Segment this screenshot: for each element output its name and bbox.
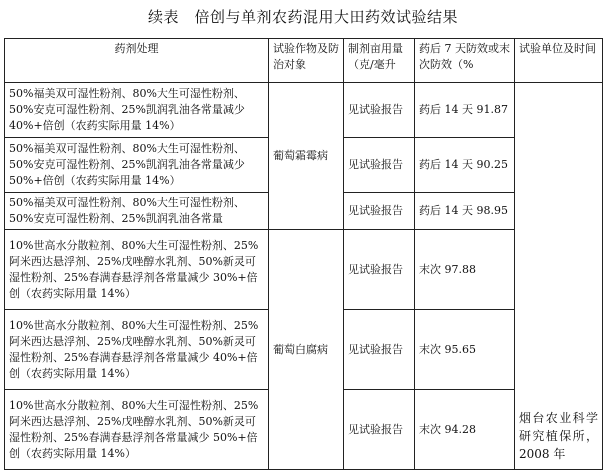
dosage-cell: 见试验报告 bbox=[344, 83, 415, 138]
treatment-cell: 50%福美双可湿性粉剂、80%大生可湿性粉剂、50%安克可湿性粉剂、25%凯润乳油各常量减少 50%+倍创（农药实际用量 14%） bbox=[5, 138, 269, 193]
treatment-cell: 10%世高水分散粒剂、80%大生可湿性粉剂、25%阿米西达悬浮剂、25%戊唑醇水乳剂、50%新灵可湿性粉剂、25%春满春悬浮剂各常量减少 30%+倍创（农药实际用量 14%） bbox=[5, 230, 269, 310]
treatment-cell: 10%世高水分散粒剂、80%大生可湿性粉剂、25%阿米西达悬浮剂、25%戊唑醇水乳剂、50%新灵可湿性粉剂、25%春满春悬浮剂各常量减少 40%+倍创（农药实际用量 14%） bbox=[5, 310, 269, 390]
treatment-cell: 10%世高水分散粒剂、80%大生可湿性粉剂、25%阿米西达悬浮剂、25%戊唑醇水乳剂、50%新灵可湿性粉剂、25%春满春悬浮剂各常量减少 50%+倍创（农药实际用量 14%） bbox=[5, 390, 269, 470]
group-downy-mildew: 葡萄霜霉病 bbox=[269, 83, 344, 230]
header-treatment: 药剂处理 bbox=[5, 39, 269, 83]
dosage-cell: 见试验报告 bbox=[344, 310, 415, 390]
treatment-cell: 50%福美双可湿性粉剂、80%大生可湿性粉剂、50%安克可湿性粉剂、25%凯润乳油各常量减少 40%+倍创（农药实际用量 14%） bbox=[5, 83, 269, 138]
dosage-cell: 见试验报告 bbox=[344, 230, 415, 310]
efficacy-cell: 末次 94.28 bbox=[415, 390, 515, 470]
efficacy-cell: 末次 97.88 bbox=[415, 230, 515, 310]
header-dosage: 制剂亩用量（克/毫升 bbox=[344, 39, 415, 83]
group-white-rot: 葡萄白腐病 bbox=[269, 230, 344, 470]
header-unit-time: 试验单位及时间 bbox=[515, 39, 603, 83]
header-efficacy: 药后 7 天防效或末次防效（% bbox=[415, 39, 515, 83]
page-title: 续表 倍创与单剂农药混用大田药效试验结果 bbox=[147, 8, 458, 26]
efficacy-cell: 药后 14 天 90.25 bbox=[415, 138, 515, 193]
table-row bbox=[5, 83, 603, 138]
table-row bbox=[5, 230, 603, 310]
dosage-cell: 见试验报告 bbox=[344, 138, 415, 193]
dosage-cell: 见试验报告 bbox=[344, 193, 415, 230]
header-crop-target: 试验作物及防治对象 bbox=[269, 39, 344, 83]
results-table bbox=[4, 38, 603, 470]
efficacy-cell: 药后 14 天 98.95 bbox=[415, 193, 515, 230]
test-unit-cell: 烟台农业科学研究植保所，2008 年 bbox=[515, 83, 603, 470]
efficacy-cell: 药后 14 天 91.87 bbox=[415, 83, 515, 138]
treatment-cell: 50%福美双可湿性粉剂、80%大生可湿性粉剂、50%安克可湿性粉剂、25%凯润乳油各常量 bbox=[5, 193, 269, 230]
dosage-cell: 见试验报告 bbox=[344, 390, 415, 470]
efficacy-cell: 末次 95.65 bbox=[415, 310, 515, 390]
table-header-row bbox=[5, 39, 603, 83]
